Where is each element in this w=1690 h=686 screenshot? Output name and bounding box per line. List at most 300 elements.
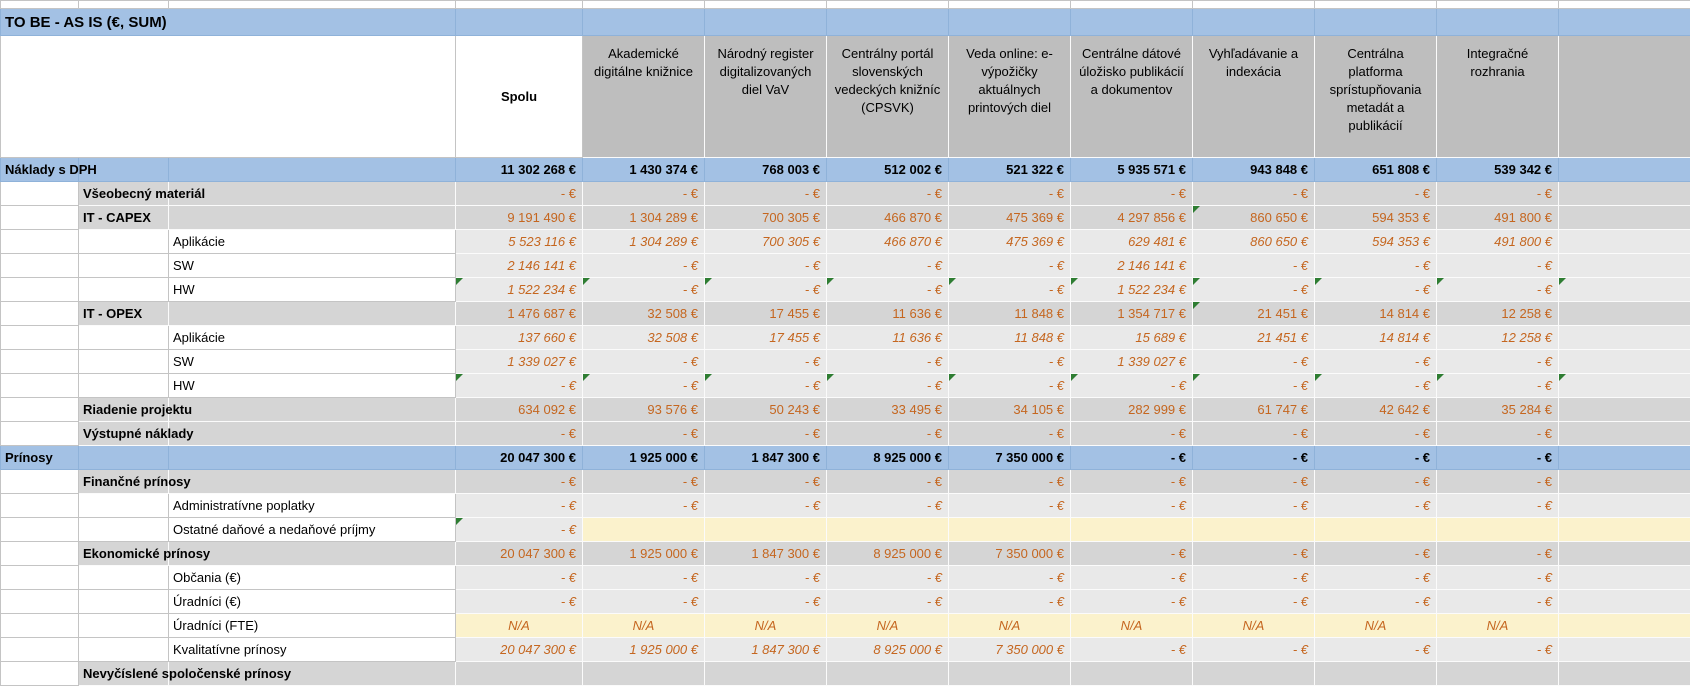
title-row-cell[interactable] — [827, 9, 949, 36]
value-cell[interactable] — [1071, 470, 1193, 494]
title-row-cell[interactable] — [1437, 9, 1559, 36]
cell[interactable] — [1193, 1, 1315, 9]
value-cell-partial[interactable] — [1559, 518, 1690, 542]
indent-cell[interactable] — [1, 374, 79, 398]
value-cell[interactable] — [456, 326, 583, 350]
value-cell[interactable] — [1193, 230, 1315, 254]
value-cell[interactable] — [1437, 254, 1559, 278]
value-cell[interactable] — [1437, 326, 1559, 350]
value-cell[interactable] — [1193, 326, 1315, 350]
value-cell[interactable] — [827, 422, 949, 446]
value-cell-partial[interactable] — [1559, 158, 1690, 182]
value-cell[interactable] — [705, 278, 827, 302]
value-cell[interactable] — [705, 542, 827, 566]
value-cell[interactable] — [827, 182, 949, 206]
indent-cell[interactable] — [1, 230, 79, 254]
value-cell[interactable] — [1193, 398, 1315, 422]
value-cell[interactable] — [1315, 494, 1437, 518]
value-cell[interactable] — [949, 566, 1071, 590]
indent-cell[interactable] — [1, 278, 79, 302]
header-blank-cell[interactable] — [1, 36, 456, 158]
row-label-cell[interactable] — [1, 446, 79, 470]
title-row-cell[interactable] — [705, 9, 827, 36]
value-cell-partial[interactable] — [1559, 254, 1690, 278]
value-cell[interactable] — [1071, 326, 1193, 350]
value-cell[interactable] — [949, 518, 1071, 542]
value-cell[interactable] — [1315, 206, 1437, 230]
value-cell[interactable] — [949, 614, 1071, 638]
value-cell[interactable] — [456, 182, 583, 206]
cell[interactable] — [1315, 1, 1437, 9]
value-cell[interactable] — [705, 518, 827, 542]
column-header[interactable]: Integračné rozhrania — [1437, 36, 1559, 158]
row-label-cell[interactable] — [79, 182, 169, 206]
indent-cell[interactable] — [169, 470, 456, 494]
row-label-cell[interactable] — [79, 206, 169, 230]
title-row-cell[interactable] — [1071, 9, 1193, 36]
value-cell-partial[interactable] — [1559, 542, 1690, 566]
cell[interactable] — [583, 1, 705, 9]
value-cell[interactable] — [1315, 326, 1437, 350]
value-cell[interactable] — [1437, 350, 1559, 374]
value-cell[interactable] — [1437, 446, 1559, 470]
indent-cell[interactable] — [169, 182, 456, 206]
value-cell[interactable] — [1193, 374, 1315, 398]
value-cell[interactable] — [827, 614, 949, 638]
value-cell[interactable] — [705, 494, 827, 518]
value-cell[interactable] — [1193, 470, 1315, 494]
value-cell[interactable] — [1071, 518, 1193, 542]
value-cell-partial[interactable] — [1559, 566, 1690, 590]
value-cell[interactable] — [583, 494, 705, 518]
value-cell[interactable] — [705, 446, 827, 470]
value-cell-partial[interactable] — [1559, 350, 1690, 374]
value-cell[interactable] — [705, 206, 827, 230]
value-cell[interactable] — [456, 614, 583, 638]
value-cell[interactable] — [705, 638, 827, 662]
indent-cell[interactable] — [79, 326, 169, 350]
row-label-cell[interactable] — [79, 470, 169, 494]
value-cell[interactable] — [827, 638, 949, 662]
indent-cell[interactable] — [79, 494, 169, 518]
value-cell[interactable] — [949, 350, 1071, 374]
value-cell[interactable] — [1071, 374, 1193, 398]
cell[interactable] — [1071, 1, 1193, 9]
value-cell[interactable] — [705, 182, 827, 206]
indent-cell[interactable] — [1, 542, 79, 566]
value-cell[interactable] — [1071, 350, 1193, 374]
value-cell-partial[interactable] — [1559, 182, 1690, 206]
value-cell[interactable] — [1193, 518, 1315, 542]
value-cell[interactable] — [583, 326, 705, 350]
cell[interactable] — [827, 1, 949, 9]
value-cell[interactable] — [827, 254, 949, 278]
value-cell[interactable] — [456, 350, 583, 374]
value-cell[interactable] — [949, 374, 1071, 398]
indent-cell[interactable] — [1, 518, 79, 542]
title-row-cell[interactable] — [1315, 9, 1437, 36]
title-row-cell[interactable] — [583, 9, 705, 36]
value-cell[interactable] — [827, 350, 949, 374]
value-cell[interactable] — [1437, 494, 1559, 518]
indent-cell[interactable] — [1, 590, 79, 614]
value-cell-partial[interactable] — [1559, 638, 1690, 662]
value-cell[interactable] — [1437, 518, 1559, 542]
value-cell[interactable] — [1071, 254, 1193, 278]
value-cell[interactable] — [1193, 158, 1315, 182]
value-cell-partial[interactable] — [1559, 302, 1690, 326]
value-cell[interactable] — [827, 398, 949, 422]
column-header[interactable]: Centrálny portál slovenských vedeckých knižníc (CPSVK) — [827, 36, 949, 158]
row-label-cell[interactable] — [79, 542, 169, 566]
value-cell-partial[interactable] — [1559, 278, 1690, 302]
row-label-cell[interactable] — [169, 230, 456, 254]
row-label-cell[interactable] — [79, 422, 169, 446]
value-cell[interactable] — [949, 398, 1071, 422]
value-cell-partial[interactable] — [1559, 614, 1690, 638]
value-cell[interactable] — [1315, 518, 1437, 542]
indent-cell[interactable] — [1, 470, 79, 494]
row-label-cell[interactable] — [169, 638, 456, 662]
cell[interactable] — [79, 1, 169, 9]
title-row-cell[interactable] — [456, 9, 583, 36]
indent-cell[interactable] — [79, 638, 169, 662]
value-cell[interactable] — [1437, 398, 1559, 422]
value-cell[interactable] — [1315, 182, 1437, 206]
value-cell[interactable] — [583, 638, 705, 662]
value-cell[interactable] — [705, 398, 827, 422]
value-cell[interactable] — [1071, 446, 1193, 470]
value-cell[interactable] — [456, 470, 583, 494]
value-cell[interactable] — [1193, 182, 1315, 206]
value-cell[interactable] — [1437, 278, 1559, 302]
value-cell[interactable] — [583, 254, 705, 278]
indent-cell[interactable] — [79, 278, 169, 302]
value-cell[interactable] — [583, 590, 705, 614]
value-cell[interactable] — [827, 230, 949, 254]
value-cell[interactable] — [1437, 206, 1559, 230]
value-cell[interactable] — [1193, 350, 1315, 374]
row-label-cell[interactable] — [1, 158, 79, 182]
value-cell[interactable] — [583, 158, 705, 182]
value-cell[interactable] — [1437, 590, 1559, 614]
cell[interactable] — [949, 1, 1071, 9]
value-cell[interactable] — [456, 446, 583, 470]
value-cell[interactable] — [949, 254, 1071, 278]
cell[interactable] — [1437, 1, 1559, 9]
value-cell[interactable] — [1315, 350, 1437, 374]
row-label-cell[interactable] — [169, 494, 456, 518]
value-cell[interactable] — [1193, 302, 1315, 326]
value-cell[interactable] — [1071, 422, 1193, 446]
value-cell-partial[interactable] — [1559, 422, 1690, 446]
indent-cell[interactable] — [1, 302, 79, 326]
value-cell[interactable] — [949, 422, 1071, 446]
value-cell[interactable] — [1437, 230, 1559, 254]
value-cell[interactable] — [827, 278, 949, 302]
indent-cell[interactable] — [79, 230, 169, 254]
indent-cell[interactable] — [1, 614, 79, 638]
value-cell-partial[interactable] — [1559, 398, 1690, 422]
value-cell[interactable] — [1193, 446, 1315, 470]
indent-cell[interactable] — [1, 566, 79, 590]
indent-cell[interactable] — [169, 206, 456, 230]
value-cell[interactable] — [1437, 182, 1559, 206]
row-label-cell[interactable] — [169, 254, 456, 278]
value-cell[interactable] — [1315, 614, 1437, 638]
value-cell[interactable] — [705, 470, 827, 494]
value-cell[interactable] — [1437, 158, 1559, 182]
row-label-cell[interactable] — [169, 350, 456, 374]
value-cell-partial[interactable] — [1559, 326, 1690, 350]
row-label-cell[interactable] — [169, 326, 456, 350]
column-header-partial[interactable] — [1559, 36, 1690, 158]
value-cell[interactable] — [456, 566, 583, 590]
value-cell[interactable] — [827, 470, 949, 494]
row-label-cell[interactable] — [79, 302, 169, 326]
value-cell[interactable] — [583, 230, 705, 254]
value-cell[interactable] — [1315, 278, 1437, 302]
indent-cell[interactable] — [79, 374, 169, 398]
value-cell[interactable] — [583, 374, 705, 398]
value-cell[interactable] — [949, 158, 1071, 182]
row-label-cell[interactable] — [169, 278, 456, 302]
value-cell[interactable] — [1315, 398, 1437, 422]
value-cell[interactable] — [1071, 278, 1193, 302]
value-cell-partial[interactable] — [1559, 470, 1690, 494]
value-cell[interactable] — [949, 230, 1071, 254]
value-cell[interactable] — [1315, 302, 1437, 326]
value-cell[interactable] — [827, 494, 949, 518]
value-cell[interactable] — [456, 494, 583, 518]
value-cell[interactable] — [1315, 590, 1437, 614]
indent-cell[interactable] — [79, 590, 169, 614]
value-cell[interactable] — [456, 542, 583, 566]
value-cell[interactable] — [456, 422, 583, 446]
column-header[interactable]: Centrálne dátové úložisko publikácií a dokumentov — [1071, 36, 1193, 158]
indent-cell[interactable] — [79, 350, 169, 374]
value-cell-partial[interactable] — [1559, 374, 1690, 398]
cell[interactable] — [705, 1, 827, 9]
value-cell[interactable] — [456, 302, 583, 326]
value-cell[interactable] — [705, 230, 827, 254]
column-header[interactable]: Národný register digitalizovaných diel VaV — [705, 36, 827, 158]
value-cell[interactable] — [1193, 590, 1315, 614]
title-row-cell[interactable] — [1559, 9, 1690, 36]
sheet-title-cell[interactable] — [1, 9, 456, 36]
value-cell[interactable] — [1071, 566, 1193, 590]
indent-cell[interactable] — [169, 398, 456, 422]
value-cell[interactable] — [949, 278, 1071, 302]
row-label-cell[interactable] — [169, 518, 456, 542]
value-cell[interactable] — [583, 278, 705, 302]
value-cell[interactable] — [1315, 158, 1437, 182]
value-cell[interactable] — [1193, 542, 1315, 566]
column-header[interactable]: Akademické digitálne knižnice — [583, 36, 705, 158]
value-cell[interactable] — [1071, 206, 1193, 230]
value-cell[interactable] — [456, 230, 583, 254]
value-cell[interactable] — [583, 518, 705, 542]
value-cell[interactable] — [583, 446, 705, 470]
value-cell[interactable] — [1315, 254, 1437, 278]
value-cell[interactable] — [705, 254, 827, 278]
value-cell[interactable] — [1437, 542, 1559, 566]
value-cell[interactable] — [949, 446, 1071, 470]
value-cell[interactable] — [1193, 638, 1315, 662]
value-cell[interactable] — [1315, 566, 1437, 590]
value-cell[interactable] — [949, 182, 1071, 206]
value-cell[interactable] — [1193, 254, 1315, 278]
cell[interactable] — [456, 1, 583, 9]
value-cell[interactable] — [1437, 614, 1559, 638]
cell[interactable] — [169, 1, 456, 9]
indent-cell[interactable] — [79, 614, 169, 638]
value-cell[interactable] — [1193, 206, 1315, 230]
value-cell[interactable] — [705, 374, 827, 398]
value-cell[interactable] — [1071, 158, 1193, 182]
row-label-cell[interactable] — [79, 398, 169, 422]
row-label-cell[interactable] — [169, 614, 456, 638]
value-cell[interactable] — [1071, 494, 1193, 518]
value-cell-partial[interactable] — [1559, 446, 1690, 470]
indent-cell[interactable] — [79, 254, 169, 278]
value-cell[interactable] — [949, 470, 1071, 494]
row-label-cell[interactable] — [169, 566, 456, 590]
indent-cell[interactable] — [79, 518, 169, 542]
value-cell[interactable] — [456, 518, 583, 542]
value-cell[interactable] — [705, 326, 827, 350]
value-cell[interactable] — [1315, 638, 1437, 662]
value-cell[interactable] — [456, 398, 583, 422]
title-row-cell[interactable] — [949, 9, 1071, 36]
value-cell[interactable] — [705, 158, 827, 182]
indent-cell[interactable] — [1, 182, 79, 206]
value-cell[interactable] — [1193, 494, 1315, 518]
value-cell-partial[interactable] — [1559, 590, 1690, 614]
value-cell[interactable] — [705, 350, 827, 374]
value-cell[interactable] — [456, 590, 583, 614]
value-cell[interactable] — [583, 182, 705, 206]
value-cell[interactable] — [827, 542, 949, 566]
title-row-cell[interactable] — [1193, 9, 1315, 36]
value-cell[interactable] — [456, 278, 583, 302]
value-cell[interactable] — [456, 206, 583, 230]
value-cell[interactable] — [456, 254, 583, 278]
value-cell[interactable] — [1437, 422, 1559, 446]
value-cell[interactable] — [705, 590, 827, 614]
cell[interactable] — [1559, 1, 1690, 9]
value-cell[interactable] — [1071, 230, 1193, 254]
value-cell[interactable] — [827, 326, 949, 350]
value-cell[interactable] — [827, 566, 949, 590]
value-cell[interactable] — [1315, 230, 1437, 254]
value-cell[interactable] — [583, 302, 705, 326]
column-header[interactable]: Vyhľadávanie a indexácia — [1193, 36, 1315, 158]
cell[interactable] — [1, 1, 79, 9]
value-cell[interactable] — [456, 158, 583, 182]
indent-cell[interactable] — [1, 638, 79, 662]
value-cell[interactable] — [1071, 590, 1193, 614]
value-cell[interactable] — [583, 422, 705, 446]
value-cell[interactable] — [456, 638, 583, 662]
value-cell[interactable] — [827, 206, 949, 230]
indent-cell[interactable] — [1, 350, 79, 374]
value-cell[interactable] — [583, 470, 705, 494]
value-cell[interactable] — [583, 566, 705, 590]
indent-cell[interactable] — [1, 254, 79, 278]
indent-cell[interactable] — [169, 542, 456, 566]
value-cell[interactable] — [827, 590, 949, 614]
value-cell[interactable] — [1437, 302, 1559, 326]
value-cell[interactable] — [949, 326, 1071, 350]
value-cell[interactable] — [705, 614, 827, 638]
value-cell[interactable] — [1071, 398, 1193, 422]
value-cell[interactable] — [1315, 422, 1437, 446]
value-cell[interactable] — [1193, 422, 1315, 446]
value-cell[interactable] — [1193, 566, 1315, 590]
value-cell-partial[interactable] — [1559, 230, 1690, 254]
value-cell[interactable] — [1071, 182, 1193, 206]
value-cell[interactable] — [583, 206, 705, 230]
value-cell[interactable] — [583, 614, 705, 638]
column-header[interactable]: Centrálna platforma sprístupňovania metadát a publikácií — [1315, 36, 1437, 158]
value-cell[interactable] — [949, 590, 1071, 614]
value-cell[interactable] — [949, 302, 1071, 326]
value-cell[interactable] — [1071, 638, 1193, 662]
value-cell[interactable] — [705, 422, 827, 446]
row-label-cell[interactable] — [169, 590, 456, 614]
indent-cell[interactable] — [79, 446, 169, 470]
value-cell[interactable] — [1315, 374, 1437, 398]
value-cell[interactable] — [1315, 542, 1437, 566]
value-cell[interactable] — [949, 494, 1071, 518]
value-cell[interactable] — [1071, 542, 1193, 566]
value-cell[interactable] — [827, 302, 949, 326]
column-header[interactable]: Veda online: e-výpožičky aktuálnych printových diel — [949, 36, 1071, 158]
indent-cell[interactable] — [1, 206, 79, 230]
value-cell[interactable] — [456, 374, 583, 398]
value-cell-partial[interactable] — [1559, 206, 1690, 230]
value-cell[interactable] — [827, 374, 949, 398]
value-cell[interactable] — [827, 518, 949, 542]
value-cell[interactable] — [705, 566, 827, 590]
indent-cell[interactable] — [169, 422, 456, 446]
indent-cell[interactable] — [1, 422, 79, 446]
value-cell[interactable] — [583, 350, 705, 374]
value-cell-partial[interactable] — [1559, 494, 1690, 518]
indent-cell[interactable] — [1, 494, 79, 518]
value-cell[interactable] — [1315, 470, 1437, 494]
value-cell[interactable] — [1193, 278, 1315, 302]
value-cell[interactable] — [949, 206, 1071, 230]
column-header-spolu[interactable]: Spolu — [456, 36, 583, 158]
indent-cell[interactable] — [169, 158, 456, 182]
indent-cell[interactable] — [1, 398, 79, 422]
value-cell[interactable] — [1437, 470, 1559, 494]
indent-cell[interactable] — [169, 302, 456, 326]
value-cell[interactable] — [949, 638, 1071, 662]
value-cell[interactable] — [827, 158, 949, 182]
row-label-cell[interactable] — [169, 374, 456, 398]
value-cell[interactable] — [583, 398, 705, 422]
indent-cell[interactable] — [169, 446, 456, 470]
value-cell[interactable] — [1437, 566, 1559, 590]
value-cell[interactable] — [1315, 446, 1437, 470]
value-cell[interactable] — [1437, 638, 1559, 662]
indent-cell[interactable] — [1, 326, 79, 350]
value-cell[interactable] — [1071, 614, 1193, 638]
value-cell[interactable] — [1437, 374, 1559, 398]
